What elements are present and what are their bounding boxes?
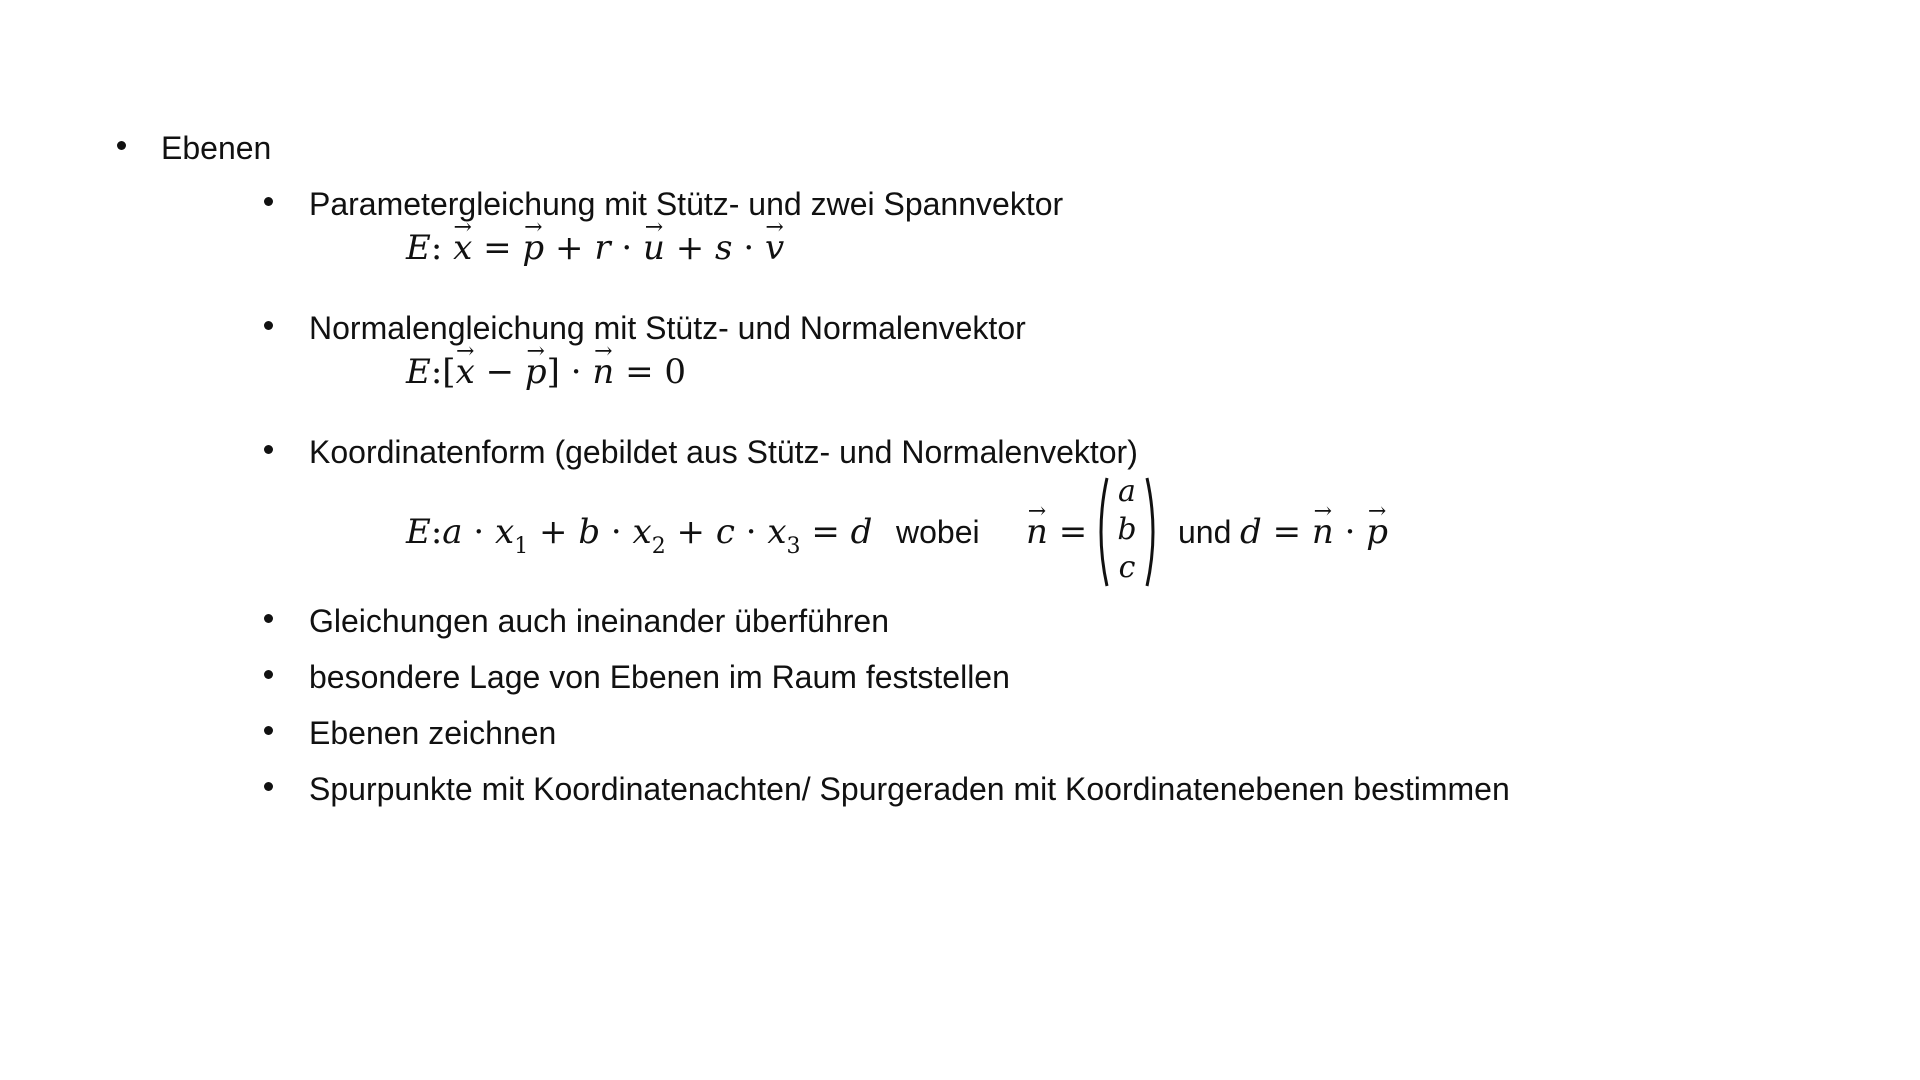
- list-item-ebenen: [117, 128, 271, 168]
- math-symbol: x: [495, 512, 515, 552]
- bullet-icon: [264, 726, 273, 735]
- math-operator: ·: [1344, 512, 1356, 552]
- math-operator: ·: [743, 228, 755, 268]
- und-text: und: [1178, 514, 1232, 550]
- math-symbol: a: [442, 512, 463, 552]
- math-operator: +: [675, 228, 705, 268]
- d-definition: [1240, 512, 1388, 552]
- math-bracket: [: [442, 352, 456, 392]
- list-item-normalengleichung: [264, 308, 1026, 348]
- math-symbol: c: [715, 512, 735, 552]
- math-operator: +: [676, 512, 706, 552]
- math-symbol: :: [430, 512, 443, 552]
- math-symbol: r: [594, 228, 611, 268]
- item-label: Parametergleichung mit Stütz- und zwei Spannvektor: [309, 186, 1064, 222]
- matrix-entry: c: [1118, 550, 1136, 585]
- vector-n: → n: [1312, 512, 1334, 552]
- math-bracket: ]: [546, 352, 560, 392]
- vector-x: → x: [456, 352, 475, 392]
- item-label: Normalengleichung mit Stütz- und Normalenvektor: [309, 310, 1026, 346]
- right-paren-icon: [1144, 476, 1160, 588]
- math-subscript: 1: [514, 534, 529, 559]
- math-symbol: s: [715, 228, 733, 268]
- math-symbol: x: [632, 512, 652, 552]
- item-label: Spurpunkte mit Koordinatenachten/ Spurgeraden mit Koordinatenebenen bestimmen: [309, 771, 1510, 807]
- bullet-icon: [264, 445, 273, 454]
- math-operator: =: [811, 512, 840, 552]
- item-label: Koordinatenform (gebildet aus Stütz- und Normalenvektor): [309, 434, 1138, 470]
- normal-formula: [406, 352, 686, 392]
- math-operator: ·: [473, 512, 485, 552]
- bullet-icon: [264, 782, 273, 791]
- item-label: besondere Lage von Ebenen im Raum feststellen: [309, 659, 1010, 695]
- bullet-icon: [264, 614, 273, 623]
- vector-p: → p: [1366, 512, 1388, 552]
- vector-x: → x: [453, 228, 472, 268]
- math-symbol: d: [850, 512, 873, 552]
- math-operator: =: [625, 352, 654, 392]
- wobei-text: wobei: [896, 514, 980, 550]
- math-operator: −: [485, 352, 515, 392]
- math-operator: ·: [570, 352, 582, 392]
- list-item: [264, 657, 1010, 697]
- parameter-formula: [406, 228, 784, 268]
- math-symbol: E: [406, 228, 431, 268]
- list-item: [264, 713, 556, 753]
- bullet-icon: [264, 670, 273, 679]
- list-item-koordinatenform: [264, 432, 1138, 472]
- koordinaten-formula: [406, 512, 872, 557]
- bullet-icon: [264, 197, 273, 206]
- matrix-entry: a: [1118, 474, 1136, 509]
- item-label: Ebenen: [161, 130, 272, 166]
- matrix-entry: b: [1117, 512, 1137, 547]
- bullet-icon: [264, 321, 273, 330]
- list-item-parametergleichung: [264, 184, 1063, 224]
- math-operator: ·: [745, 512, 757, 552]
- math-operator: ·: [621, 228, 633, 268]
- math-operator: =: [1058, 512, 1088, 552]
- math-symbol: E: [406, 512, 431, 552]
- vector-p: → p: [525, 352, 547, 392]
- list-item: [264, 601, 889, 641]
- math-operator: +: [555, 228, 584, 268]
- math-symbol: E: [406, 352, 431, 392]
- vector-u: → u: [643, 228, 665, 268]
- item-label: Ebenen zeichnen: [309, 715, 557, 751]
- vector-n: → n: [592, 352, 614, 392]
- math-symbol: :: [430, 352, 443, 392]
- math-subscript: 3: [786, 534, 801, 559]
- n-definition: [1026, 512, 1087, 552]
- vector-p: → p: [522, 228, 544, 268]
- normal-vector-matrix: [1094, 476, 1164, 588]
- bullet-icon: [117, 141, 126, 150]
- math-symbol: x: [767, 512, 787, 552]
- item-label: Gleichungen auch ineinander überführen: [309, 603, 889, 639]
- math-symbol: b: [578, 512, 601, 552]
- math-symbol: :: [430, 228, 443, 268]
- math-operator: =: [483, 228, 512, 268]
- vector-v: → v: [765, 228, 784, 268]
- math-symbol: d: [1240, 512, 1262, 552]
- left-paren-icon: [1094, 476, 1110, 588]
- vector-n: → n: [1026, 512, 1048, 552]
- math-operator: ·: [610, 512, 622, 552]
- list-item: [264, 769, 1510, 809]
- math-subscript: 2: [651, 534, 666, 559]
- math-operator: =: [1272, 512, 1302, 552]
- math-number: 0: [664, 352, 687, 392]
- math-operator: +: [539, 512, 568, 552]
